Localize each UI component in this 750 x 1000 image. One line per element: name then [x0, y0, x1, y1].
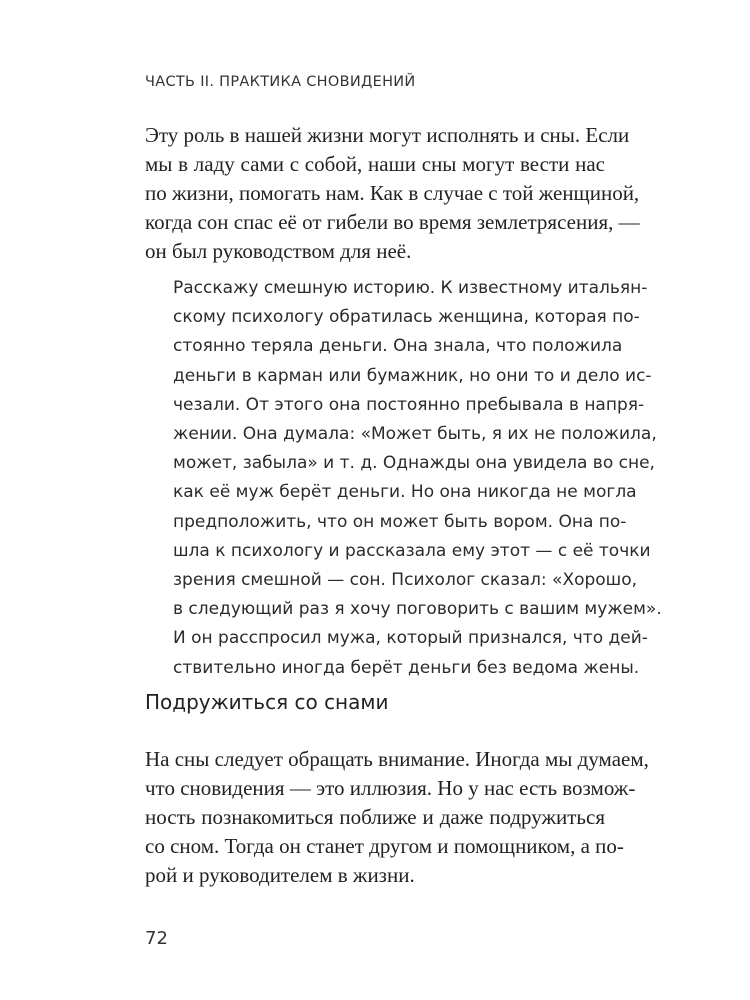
text-line: деньги в карман или бумажник, но они то и дело ис-: [173, 365, 652, 386]
closing-paragraph: [145, 745, 649, 890]
text-line: что сновидения — это иллюзия. Но у нас есть возмож-: [145, 776, 636, 800]
running-head: ЧАСТЬ II. ПРАКТИКА СНОВИДЕНИЙ: [145, 74, 416, 90]
text-line: ность познакомиться поближе и даже подружиться: [145, 805, 605, 829]
text-line: когда сон спас её от гибели во время землетрясения, —: [145, 210, 640, 234]
text-line: Эту роль в нашей жизни могут исполнять и сны. Если: [145, 123, 630, 147]
text-line: жении. Она думала: «Может быть, я их не положила,: [173, 424, 657, 445]
text-line: зрения смешной — сон. Психолог сказал: «Хорошо,: [173, 570, 638, 591]
text-line: в следующий раз я хочу поговорить с вашим мужем».: [173, 599, 662, 620]
text-line: может, забыла» и т. д. Однажды она увидела во сне,: [173, 453, 655, 474]
text-line: стоянно теряла деньги. Она знала, что положила: [173, 336, 623, 357]
section-heading: Подружиться со снами: [145, 690, 389, 714]
text-line: чезали. От этого она постоянно пребывала в напря-: [173, 394, 645, 415]
text-line: как её муж берёт деньги. Но она никогда не могла: [173, 482, 637, 503]
text-line: он был руководством для неё.: [145, 239, 412, 263]
text-line: скому психологу обратилась женщина, которая по-: [173, 307, 640, 328]
text-line: рой и руководителем в жизни.: [145, 863, 415, 887]
text-line: На сны следует обращать внимание. Иногда мы думаем,: [145, 747, 649, 771]
text-line: по жизни, помогать нам. Как в случае с той женщиной,: [145, 181, 640, 205]
text-line: мы в ладу сами с собой, наши сны могут вести нас: [145, 152, 605, 176]
story-paragraph: [173, 274, 662, 683]
text-line: предположить, что он может быть вором. Она по-: [173, 511, 627, 532]
text-line: шла к психологу и рассказала ему этот — с её точки: [173, 540, 651, 561]
page-number: 72: [145, 928, 168, 949]
intro-paragraph: [145, 121, 640, 266]
text-line: ствительно иногда берёт деньги без ведома жены.: [173, 657, 640, 678]
text-line: со сном. Тогда он станет другом и помощником, а по-: [145, 834, 624, 858]
text-line: Расскажу смешную историю. К известному итальян-: [173, 278, 648, 298]
text-line: И он расспросил мужа, который признался, что дей-: [173, 628, 648, 649]
